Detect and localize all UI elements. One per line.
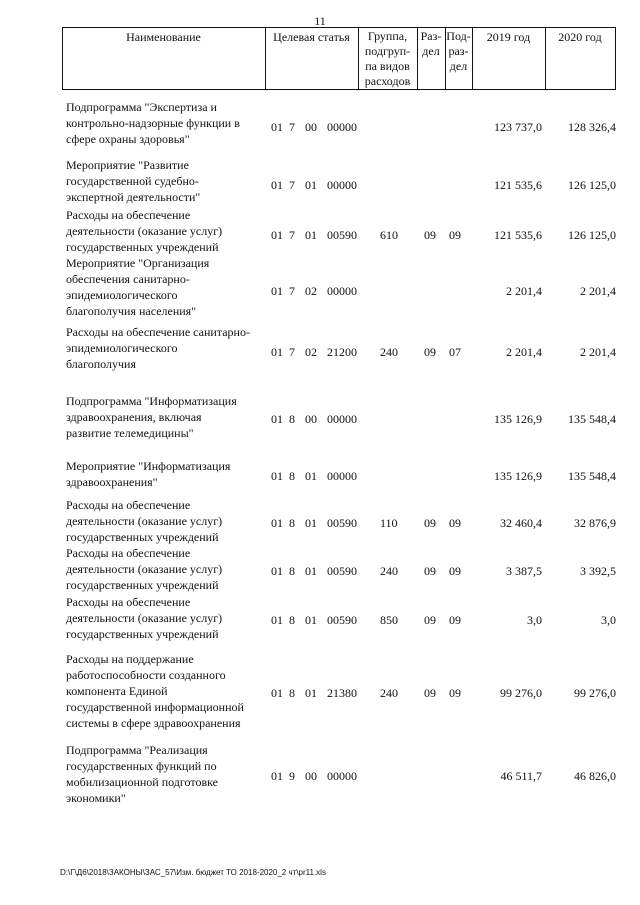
amount-2019: 121 535,6 [494, 178, 542, 192]
target-code-direction: 21380 [327, 686, 357, 700]
target-code-direction: 00590 [327, 564, 357, 578]
amount-2020: 126 125,0 [568, 178, 616, 192]
section-code: 09 [424, 613, 436, 627]
target-code-subprogram: 7 [289, 284, 295, 298]
table-header [62, 27, 616, 90]
target-code-program: 01 [271, 178, 283, 192]
row-name: Расходы на поддержание работоспособности созданного компонента Единой государственной информационной системы в сфере здравоохранения [66, 652, 244, 730]
amount-2020: 2 201,4 [580, 345, 616, 359]
target-code-direction: 00000 [327, 178, 357, 192]
target-code-subprogram: 8 [289, 412, 295, 426]
header-target: Целевая статья [273, 30, 350, 44]
subsection-code: 09 [449, 686, 461, 700]
header-podrazdel: Под- раз- дел [446, 29, 471, 73]
amount-2020: 2 201,4 [580, 284, 616, 298]
target-code-program: 01 [271, 469, 283, 483]
target-code-program: 01 [271, 613, 283, 627]
target-code-program: 01 [271, 516, 283, 530]
subsection-code: 07 [449, 345, 461, 359]
expense-group: 850 [380, 613, 398, 627]
section-code: 09 [424, 516, 436, 530]
target-code-event: 01 [305, 564, 317, 578]
header-name: Наименование [126, 30, 201, 44]
target-code-event: 02 [305, 345, 317, 359]
subsection-code: 09 [449, 228, 461, 242]
target-code-program: 01 [271, 284, 283, 298]
expense-group: 110 [380, 516, 398, 530]
expense-group: 240 [380, 686, 398, 700]
target-code-program: 01 [271, 412, 283, 426]
amount-2020: 126 125,0 [568, 228, 616, 242]
target-code-subprogram: 7 [289, 228, 295, 242]
row-name: Расходы на обеспечение санитарно- эпидемиологического благополучия [66, 325, 250, 371]
target-code-event: 01 [305, 178, 317, 192]
row-name: Мероприятие "Организация обеспечения санитарно- эпидемиологического благополучия населения" [66, 256, 210, 318]
header-razdel: Раз- дел [420, 29, 442, 58]
target-code-event: 01 [305, 228, 317, 242]
section-code: 09 [424, 686, 436, 700]
target-code-subprogram: 7 [289, 178, 295, 192]
row-name: Подпрограмма "Информатизация здравоохранения, включая развитие телемедицины" [66, 394, 237, 440]
target-code-subprogram: 9 [289, 769, 295, 783]
target-code-direction: 21200 [327, 345, 357, 359]
target-code-direction: 00000 [327, 120, 357, 134]
target-code-event: 01 [305, 516, 317, 530]
target-code-direction: 00000 [327, 769, 357, 783]
amount-2020: 135 548,4 [568, 412, 616, 426]
amount-2019: 2 201,4 [506, 345, 542, 359]
target-code-program: 01 [271, 564, 283, 578]
target-code-subprogram: 8 [289, 516, 295, 530]
amount-2019: 135 126,9 [494, 412, 542, 426]
header-2020: 2020 год [558, 30, 602, 44]
target-code-event: 01 [305, 686, 317, 700]
row-name: Подпрограмма "Реализация государственных функций по мобилизационной подготовке экономики" [66, 743, 218, 805]
amount-2019: 46 511,7 [500, 769, 542, 783]
target-code-event: 01 [305, 469, 317, 483]
page-number: 11 [314, 14, 326, 28]
amount-2019: 121 535,6 [494, 228, 542, 242]
target-code-subprogram: 7 [289, 120, 295, 134]
target-code-direction: 00000 [327, 469, 357, 483]
target-code-direction: 00000 [327, 284, 357, 298]
section-code: 09 [424, 345, 436, 359]
amount-2020: 135 548,4 [568, 469, 616, 483]
amount-2019: 3 387,5 [506, 564, 542, 578]
row-name: Расходы на обеспечение деятельности (оказание услуг) государственных учреждений [66, 498, 223, 544]
target-code-event: 00 [305, 120, 317, 134]
target-code-event: 00 [305, 412, 317, 426]
amount-2020: 46 826,0 [574, 769, 616, 783]
target-code-subprogram: 8 [289, 469, 295, 483]
header-2019: 2019 год [486, 30, 531, 44]
target-code-program: 01 [271, 686, 283, 700]
target-code-program: 01 [271, 120, 283, 134]
row-name: Подпрограмма "Экспертиза и контрольно-надзорные функции в сфере охраны здоровья" [66, 100, 240, 146]
header-group: Группа, подгруп- па видов расходов [364, 29, 411, 88]
amount-2020: 128 326,4 [568, 120, 616, 134]
subsection-code: 09 [449, 516, 461, 530]
target-code-subprogram: 8 [289, 613, 295, 627]
file-path-footer: D:\Г\Д6\2018\ЗАКОНЫ\ЗАС_57\Изм. бюджет ТО 2018-2020_2 чт\pr11.xls [60, 868, 326, 877]
amount-2020: 32 876,9 [574, 516, 616, 530]
target-code-program: 01 [271, 228, 283, 242]
target-code-subprogram: 8 [289, 564, 295, 578]
amount-2019: 2 201,4 [506, 284, 542, 298]
amount-2020: 99 276,0 [574, 686, 616, 700]
row-name: Мероприятие "Развитие государственной судебно- экспертной деятельности" [66, 158, 201, 204]
target-code-program: 01 [271, 769, 283, 783]
row-name: Мероприятие "Информатизация здравоохранения" [66, 459, 231, 489]
row-name: Расходы на обеспечение деятельности (оказание услуг) государственных учреждений [66, 546, 223, 592]
expense-group: 240 [380, 564, 398, 578]
subsection-code: 09 [449, 613, 461, 627]
target-code-direction: 00590 [327, 228, 357, 242]
section-code: 09 [424, 564, 436, 578]
target-code-event: 02 [305, 284, 317, 298]
amount-2019: 99 276,0 [500, 686, 542, 700]
target-code-direction: 00000 [327, 412, 357, 426]
expense-group: 610 [380, 228, 398, 242]
row-name: Расходы на обеспечение деятельности (оказание услуг) государственных учреждений [66, 595, 223, 641]
expense-group: 240 [380, 345, 398, 359]
target-code-program: 01 [271, 345, 283, 359]
amount-2019: 32 460,4 [500, 516, 542, 530]
target-code-direction: 00590 [327, 613, 357, 627]
target-code-event: 01 [305, 613, 317, 627]
target-code-subprogram: 8 [289, 686, 295, 700]
amount-2019: 123 737,0 [494, 120, 542, 134]
amount-2020: 3 392,5 [580, 564, 616, 578]
target-code-direction: 00590 [327, 516, 357, 530]
amount-2020: 3,0 [601, 613, 616, 627]
target-code-subprogram: 7 [289, 345, 295, 359]
subsection-code: 09 [449, 564, 461, 578]
section-code: 09 [424, 228, 436, 242]
target-code-event: 00 [305, 769, 317, 783]
amount-2019: 3,0 [527, 613, 542, 627]
amount-2019: 135 126,9 [494, 469, 542, 483]
row-name: Расходы на обеспечение деятельности (оказание услуг) государственных учреждений [66, 208, 223, 254]
